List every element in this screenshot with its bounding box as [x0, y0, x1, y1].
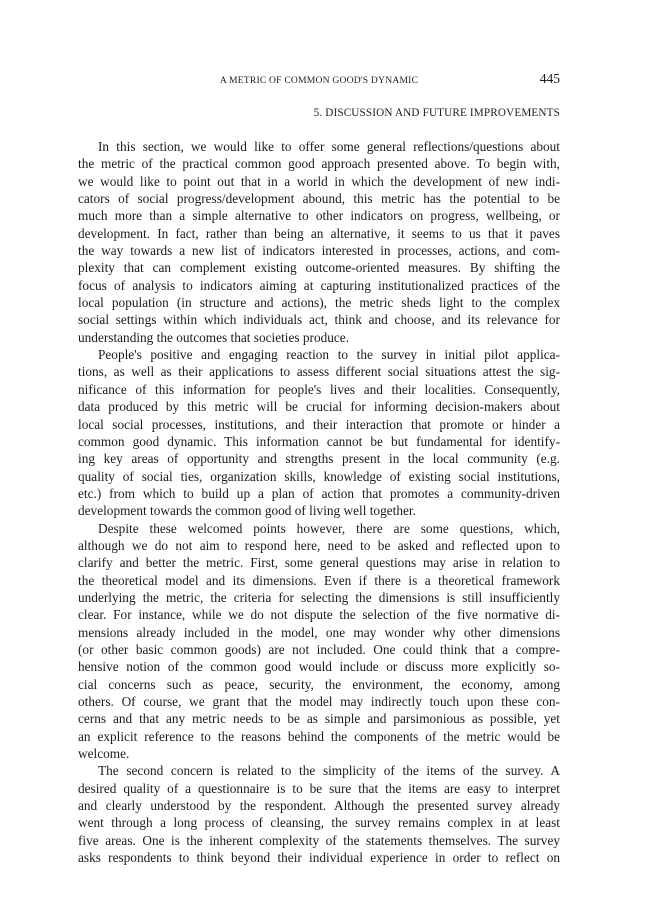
text-line: hensive notion of the common good would include or discuss more explicitly so-: [78, 659, 560, 675]
section-heading: 5. DISCUSSION AND FUTURE IMPROVEMENTS: [313, 107, 560, 119]
text-line: social settings within which individuals act, think and choose, and its relevance for: [78, 312, 560, 328]
text-line: although we do not aim to respond here, need to be asked and reflected upon to: [78, 537, 560, 553]
text-line: an explicit reference to the reasons behind the components of the metric would be: [78, 728, 560, 744]
text-line: cerns and that any metric needs to be as simple and parsimonious as possible, yet: [78, 711, 560, 727]
text-line: the metric of the practical common good approach presented above. To begin with,: [78, 156, 560, 172]
text-line: local population (in structure and actions), the metric sheds light to the complex: [78, 295, 560, 311]
text-line: People's positive and engaging reaction to the survey in initial pilot applica-: [98, 347, 560, 363]
text-line: others. Of course, we grant that the model may indirectly touch upon these con-: [78, 694, 560, 709]
text-line: (or other basic common goods) are not included. One could think that a compre-: [78, 641, 560, 657]
running-title: A METRIC OF COMMON GOOD'S DYNAMIC: [219, 75, 419, 86]
text-line: much more than a simple alternative to other indicators on progress, wellbeing, or: [78, 208, 560, 224]
text-line: went through a long process of cleansing, the survey remains complex in at least: [78, 815, 560, 831]
text-line: we would like to point out that in a world in which the development of new indi-: [78, 173, 560, 189]
text-line: Despite these welcomed points however, there are some questions, which,: [98, 520, 560, 536]
text-line: desired quality of a questionnaire is to be sure that the items are easy to interpret: [78, 780, 560, 796]
text-line: clear. For instance, while we do not dispute the selection of the five normative di-: [78, 607, 560, 623]
text-line: and clearly understood by the respondent. Although the presented survey already: [78, 798, 560, 814]
text-line: tions, as well as their applications to assess different social situations attest the sig-: [78, 364, 560, 380]
text-line: development. In fact, rather than being an alternative, it seems to us that it paves: [78, 225, 560, 241]
text-line: five areas. One is the inherent complexity of the statements themselves. The survey: [78, 832, 560, 848]
text-line: asks respondents to think beyond their individual experience in order to reflect on: [78, 850, 560, 866]
text-line: quality of social ties, organization skills, knowledge of existing social institutions,: [78, 468, 560, 484]
text-line: cators of social progress/development abound, this metric has the potential to be: [78, 191, 560, 207]
text-line: underlying the metric, the criteria for selecting the dimensions is still insufficiently: [78, 589, 560, 605]
text-line: the theoretical model and its dimensions. Even if there is a theoretical framework: [78, 572, 560, 588]
text-line: understanding the outcomes that societies produce.: [78, 329, 350, 345]
text-line: data produced by this metric will be crucial for informing decision-makers about: [78, 399, 560, 415]
running-header: [78, 70, 560, 90]
text-line: The second concern is related to the simplicity of the items of the survey. A: [98, 763, 560, 779]
text-line: In this section, we would like to offer some general reflections/questions about: [98, 139, 560, 154]
text-line: focus of analysis to indicators aiming at capturing institutionalized practices of the: [78, 277, 560, 293]
text-line: ing key areas of opportunity and strengths present in the local community (e.g.: [78, 451, 560, 467]
text-line: mensions already included in the model, one may wonder why other dimensions: [78, 624, 560, 640]
body-text: [78, 138, 560, 866]
text-line: development towards the common good of living well together.: [78, 503, 416, 519]
page-number: 445: [539, 71, 560, 86]
text-line: nificance of this information for people's lives and their localities. Consequently,: [78, 381, 560, 397]
text-line: common good dynamic. This information cannot be but fundamental for identify-: [78, 433, 560, 449]
text-line: cial concerns such as peace, security, the environment, the economy, among: [78, 676, 560, 692]
text-line: etc.) from which to build up a plan of action that promotes a community-driven: [78, 485, 560, 501]
text-line: the way towards a new list of indicators interested in processes, actions, and com-: [78, 243, 560, 259]
text-line: plexity that can complement existing outcome-oriented measures. By shifting the: [78, 260, 560, 276]
text-line: clarify and better the metric. First, some general questions may arise in relation to: [78, 555, 560, 571]
text-line: welcome.: [78, 746, 130, 762]
text-line: local social processes, institutions, and their interaction that promote or hinder a: [78, 416, 560, 432]
